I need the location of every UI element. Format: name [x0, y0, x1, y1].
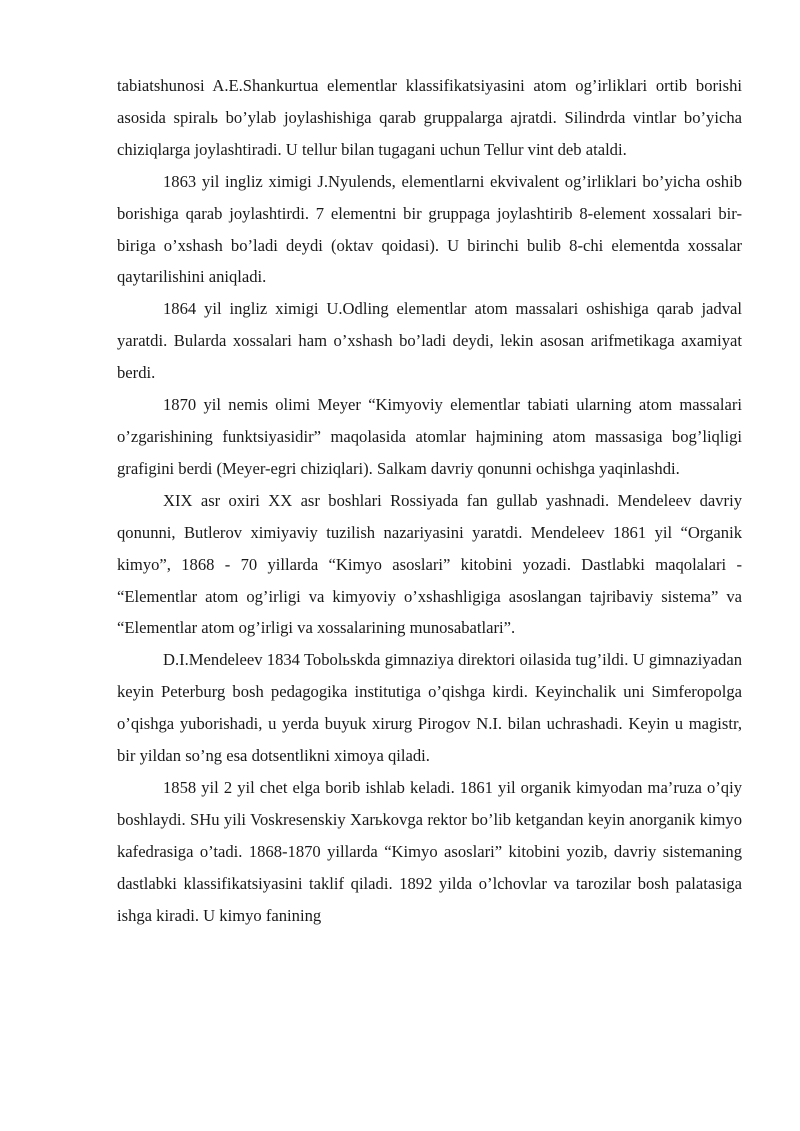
paragraph-mendeleev-career: 1858 yil 2 yil chet elga borib ishlab keladi. 1861 yil organik kimyodan ma’ruza o’qiy boshlaydi. SHu yili Voskresenskiy Xarьkovga rektor bo’lib ketgandan keyin anorganik kimyo kafedrasiga o’tadi. 1868-1870 yillarda “Kimyo asoslari” kitobini yozib, davriy sistemaning dastlabki klassifikatsiyasini taklif qiladi. 1892 yilda o’lchovlar va tarozilar bosh palatasiga ishga kiradi. U kimyo fanining — [117, 777, 742, 925]
paragraph-mendeleev-biography: D.I.Mendeleev 1834 Tobolьskda gimnaziya direktori oilasida tug’ildi. U gimnaziyadan keyin Peterburg bosh pedagogika institutiga o’qishga kirdi. Keyinchalik uni Simferopolga o’qishga yuborishadi, u yerda buyuk xirurg Pirogov N.I. bilan uchrashadi. Keyin u magistr, bir yildan so’ng esa dotsentlikni ximoya qiladi. — [117, 650, 742, 766]
paragraph-meyer: 1870 yil nemis olimi Meyer “Kimyoviy elementlar tabiati ularning atom massalari o’zgarishining funktsiyasidir” maqolasida atomlar hajmining atom massasiga bog’liqligi grafigini berdi (Meyer-egri chiziqlari). Salkam davriy qonunni ochishga yaqinlashdi. — [117, 395, 742, 478]
paragraph-nyulends: 1863 yil ingliz ximigi J.Nyulends, elementlarni ekvivalent og’irliklari bo’yicha oshib borishiga qarab joylashtirdi. 7 elementni bir gruppaga joylashtirib 8-element xossalari bir-biriga o’xshash bo’ladi deydi (oktav qoidasi). U birinchi bulib 8-chi elementda xossalar qaytarilishini aniqladi. — [117, 171, 742, 287]
paragraph-mendeleev-law: XIX asr oxiri XX asr boshlari Rossiyada fan gullab yashnadi. Mendeleev davriy qonunni, Butlerov ximiyaviy tuzilish nazariyasini yaratdi. Mendeleev 1861 yil “Organik kimyo”, 1868 - 70 yillarda “Kimyo asoslari” kitobini yozadi. Dastlabki maqolalari - “Elementlar atom og’irligi va kimyoviy o’xshashligiga asoslangan tajribaviy sistema” va “Elementlar atom og’irligi va xossalarining munosabatlari”. — [117, 490, 742, 638]
paragraph-odling: 1864 yil ingliz ximigi U.Odling elementlar atom massalari oshishiga qarab jadval yaratdi. Bularda xossalari ham o’xshash bo’ladi deydi, lekin asosan arifmetikaga axamiyat berdi. — [117, 299, 742, 383]
paragraph-shankurtua: tabiatshunosi A.E.Shankurtua elementlar klassifikatsiyasini atom og’irliklari ortib borishi asosida spiralь bo’ylab joylashishiga qarab gruppalarga ajratdi. Silindrda vintlar bo’yicha chiziqlarga joylashtiradi. U tellur bilan tugagani uchun Tellur vint deb ataldi. — [117, 76, 742, 159]
document-page — [117, 70, 742, 931]
